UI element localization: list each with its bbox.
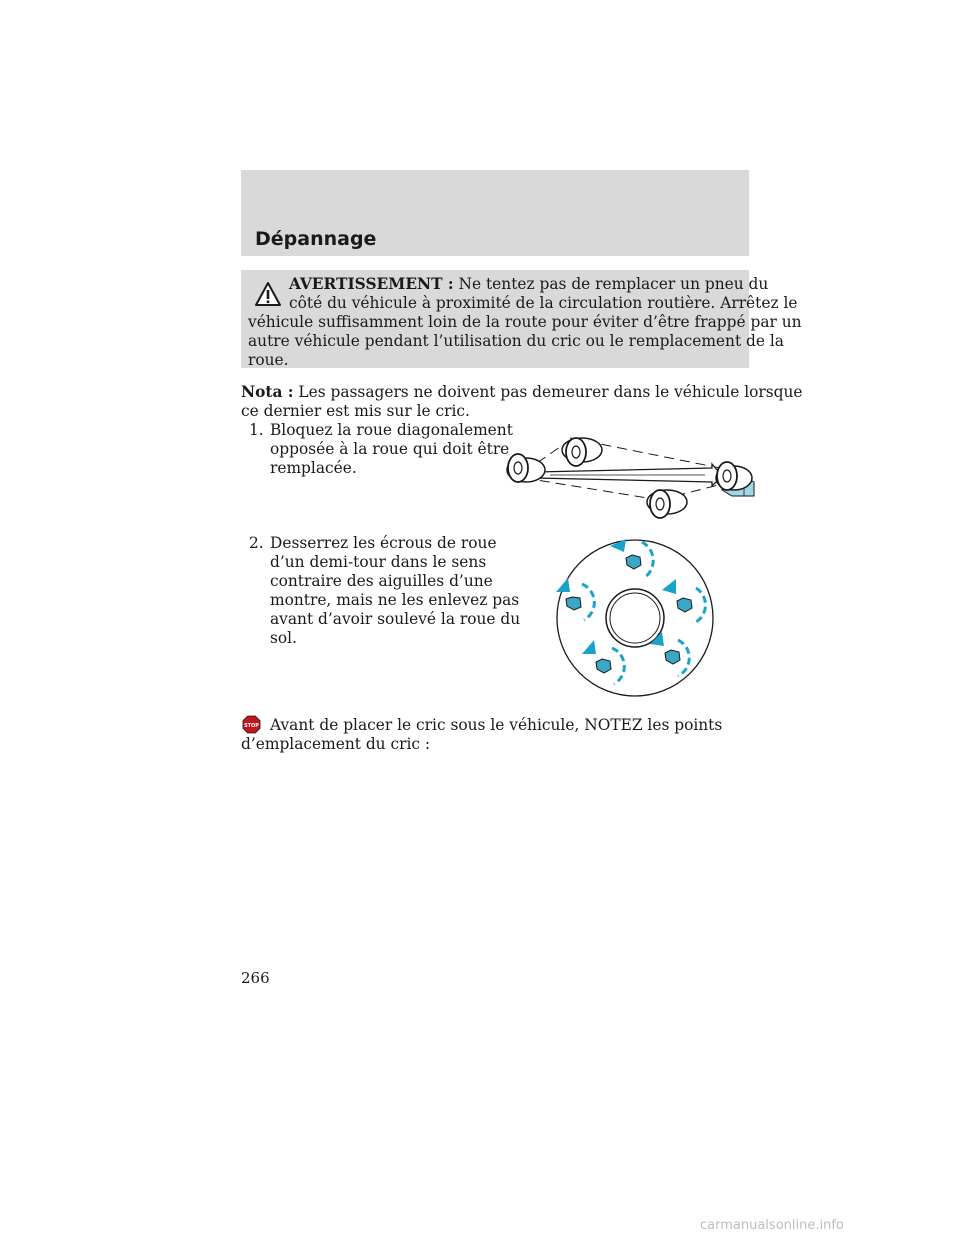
wheel-block-diagram [500,420,755,525]
step-2-number: 2. [249,534,264,552]
section-title: Dépannage [255,228,377,250]
warning-line-5: roue. [248,351,289,369]
step-2-line-3: contraire des aiguilles d’une [270,572,493,590]
page-number: 266 [241,969,270,987]
step-2-line-6: sol. [270,629,297,647]
stop-sign-icon [242,715,261,734]
step-1-number: 1. [249,421,264,439]
note-label: Nota : [241,383,294,401]
warning-triangle-icon [254,281,282,307]
note-line-2: ce dernier est mis sur le cric. [241,402,470,420]
warning-line-3: véhicule suffisamment loin de la route pour éviter d’être frappé par un [248,313,802,331]
step-2-line-4: montre, mais ne les enlevez pas [270,591,520,609]
warning-label: AVERTISSEMENT : [289,275,454,293]
lug-nut-diagram [550,530,720,700]
stop-note-line-1: Avant de placer le cric sous le véhicule, NOTEZ les points [270,716,723,734]
step-1-line-1: Bloquez la roue diagonalement [270,421,513,439]
stop-icon-text: STOP [244,722,259,729]
stop-note-line-2: d’emplacement du cric : [241,735,431,753]
step-2-line-5: avant d’avoir soulevé la roue du [270,610,521,628]
warning-line-4: autre véhicule pendant l’utilisation du cric ou le remplacement de la [248,332,784,350]
step-2-line-1: Desserrez les écrous de roue [270,534,497,552]
step-1-line-3: remplacée. [270,459,357,477]
note-line-1: Nota : Les passagers ne doivent pas demeurer dans le véhicule lorsque [241,383,803,401]
step-1-line-2: opposée à la roue qui doit être [270,440,510,458]
warning-line-2: côté du véhicule à proximité de la circulation routière. Arrêtez le [289,294,798,312]
footer-watermark: carmanualsonline.info [700,1218,844,1233]
step-2-line-2: d’un demi-tour dans le sens [270,553,487,571]
warning-line-1: AVERTISSEMENT : Ne tentez pas de remplacer un pneu du [289,275,769,293]
